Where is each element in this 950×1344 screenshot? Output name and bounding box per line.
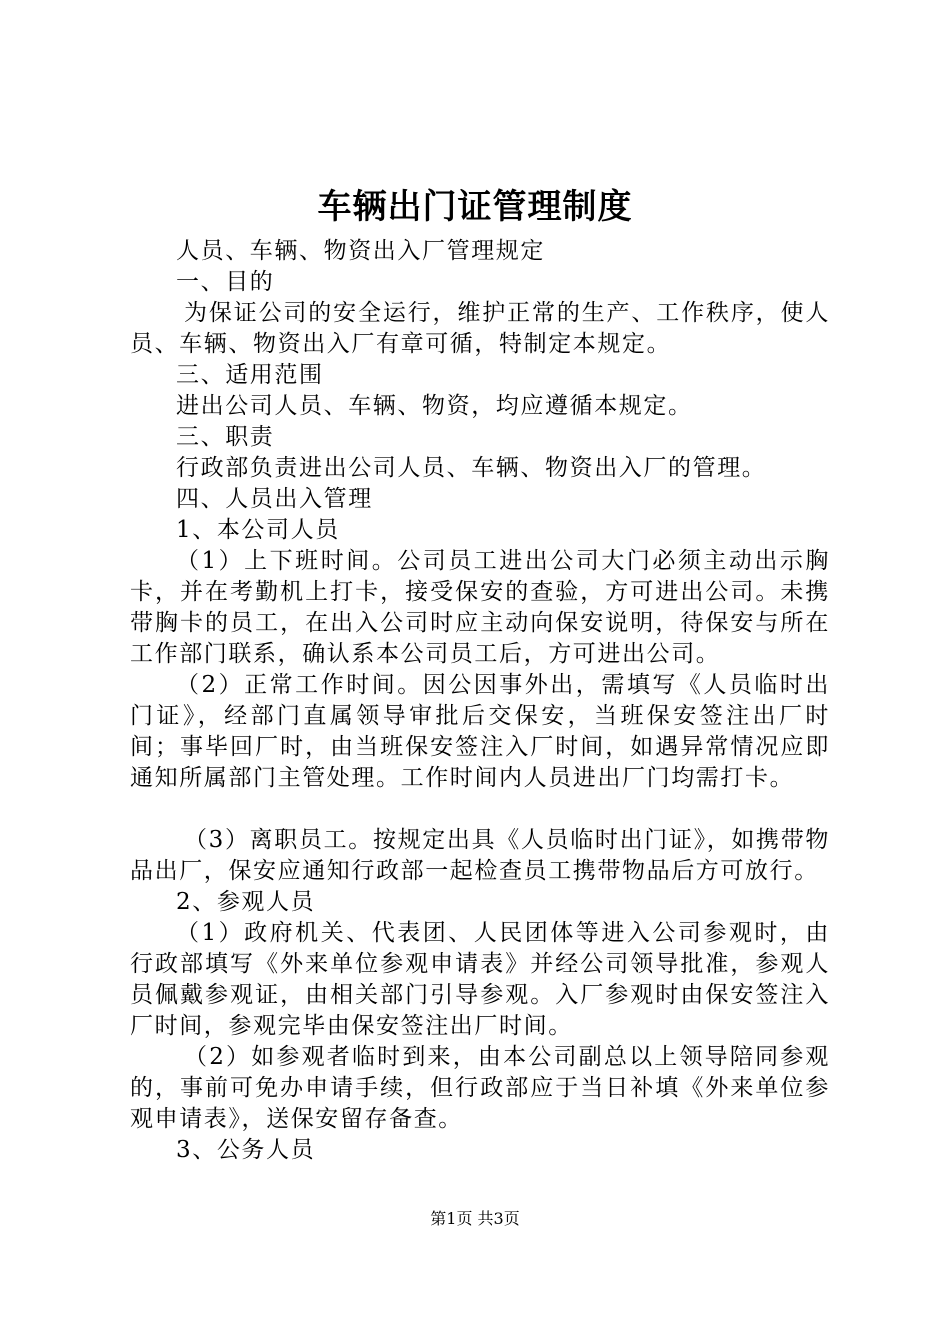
paragraph-heading-staff: 1、本公司人员	[176, 517, 340, 543]
paragraph-subtitle: 人员、车辆、物资出入厂管理规定	[176, 238, 545, 264]
paragraph-staff-1: （1）上下班时间。公司员工进出公司大门必须主动出示胸卡，并在考勤机上打卡，接受保安的查验，方可进出公司。未携带胸卡的员工，在出入公司时应主动向保安说明，待保安与所在工作部门联系，确认系本公司员工后，方可进出公司。	[130, 548, 830, 667]
paragraph-heading-visitors: 2、参观人员	[176, 889, 316, 915]
paragraph-visitors-2: （2）如参观者临时到来，由本公司副总以上领导陪同参观的，事前可免办申请手续，但行政部应于当日补填《外来单位参观申请表》，送保安留存备查。	[130, 1044, 830, 1132]
document-body	[130, 236, 830, 1166]
paragraph-heading-duties: 三、职责	[176, 424, 275, 450]
paragraph-heading-purpose: 一、目的	[176, 269, 275, 295]
paragraph-gap	[130, 794, 830, 825]
page-number: 第1页 共3页	[430, 1209, 520, 1228]
paragraph-heading-scope: 三、适用范围	[176, 362, 324, 388]
paragraph-visitors-1: （1）政府机关、代表团、人民团体等进入公司参观时，由行政部填写《外来单位参观申请表》并经公司领导批准，参观人员佩戴参观证，由相关部门引导参观。入厂参观时由保安签注入厂时间，参观完毕由保安签注出厂时间。	[130, 920, 830, 1039]
paragraph-staff-2: （2）正常工作时间。因公因事外出，需填写《人员临时出门证》，经部门直属领导审批后交保安，当班保安签注出厂时间；事毕回厂时，由当班保安签注入厂时间，如遇异常情况应即通知所属部门主管处理。工作时间内人员进出厂门均需打卡。	[130, 672, 830, 791]
paragraph-heading-personnel: 四、人员出入管理	[176, 486, 373, 512]
paragraph-purpose: 为保证公司的安全运行，维护正常的生产、工作秩序，使人员、车辆、物资出入厂有章可循，特制定本规定。	[130, 300, 830, 357]
paragraph-duties: 行政部负责进出公司人员、车辆、物资出入厂的管理。	[176, 455, 767, 481]
paragraph-scope: 进出公司人员、车辆、物资，均应遵循本规定。	[176, 393, 693, 419]
paragraph-heading-officials: 3、公务人员	[176, 1137, 316, 1163]
paragraph-staff-3: （3）离职员工。按规定出具《人员临时出门证》，如携带物品出厂，保安应通知行政部一起检查员工携带物品后方可放行。	[130, 827, 830, 884]
document-title: 车辆出门证管理制度	[317, 187, 633, 227]
